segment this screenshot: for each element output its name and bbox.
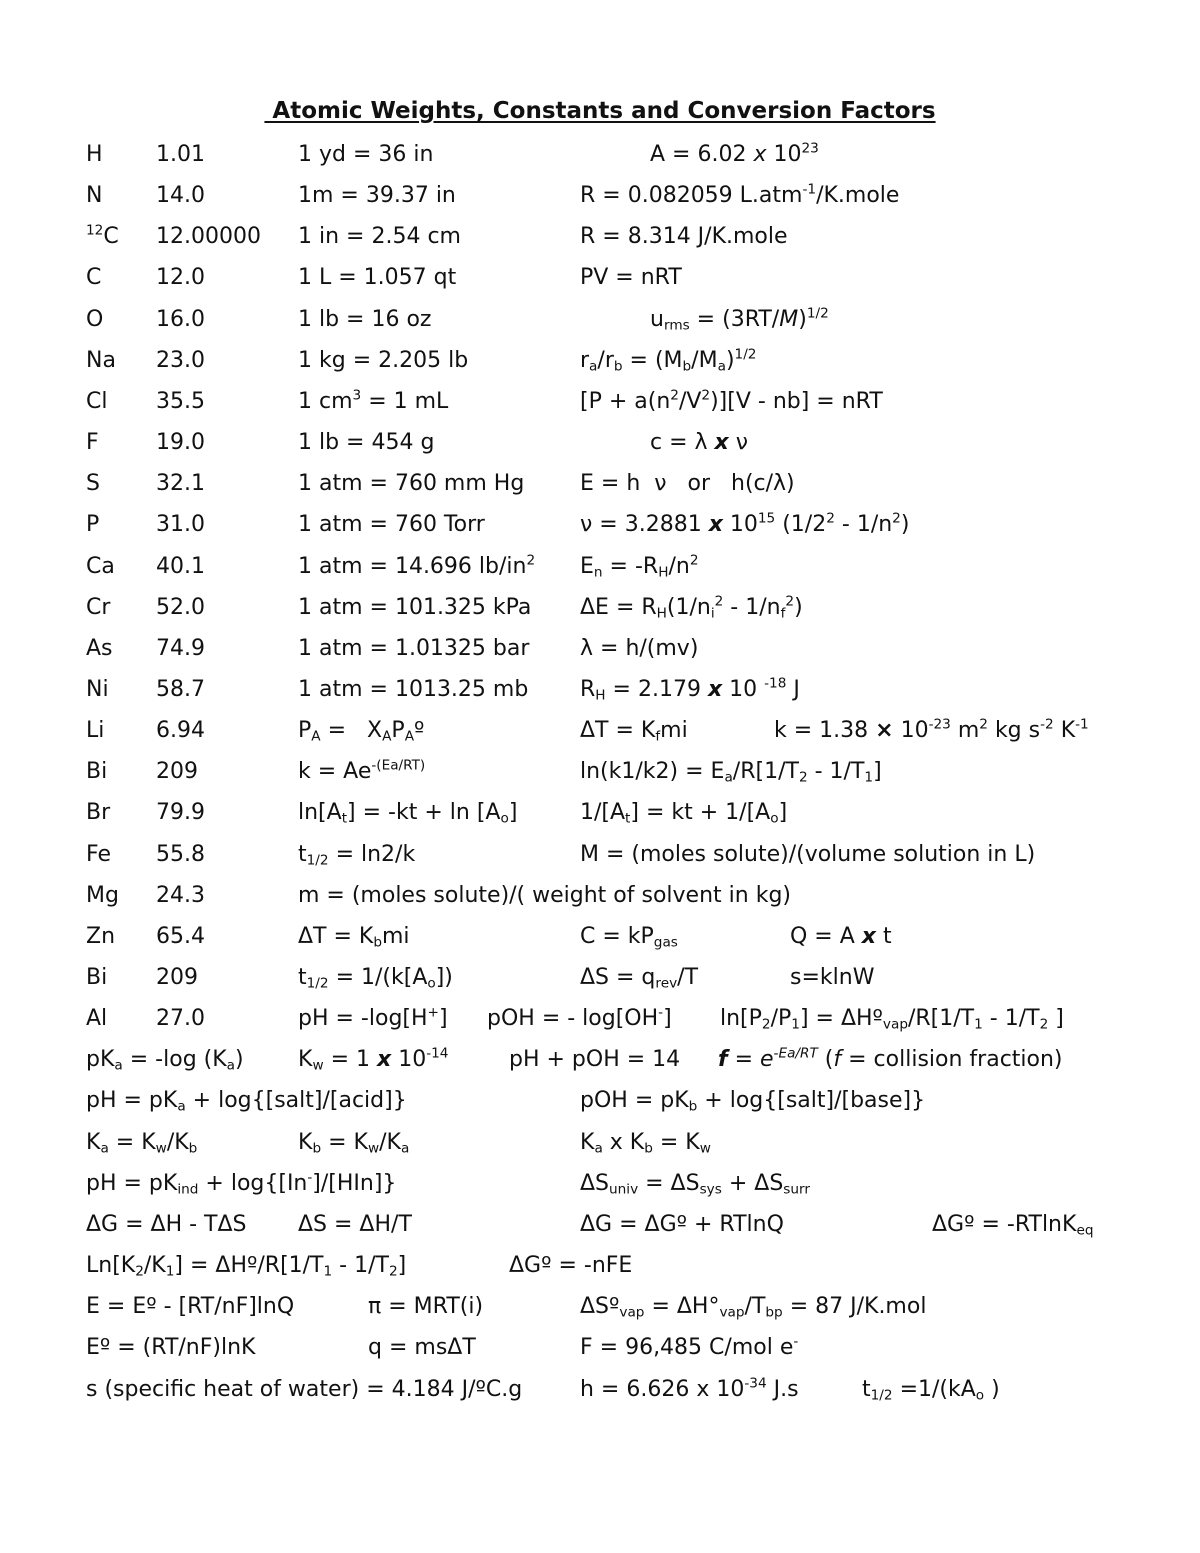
element-symbol: F (86, 430, 99, 456)
element-symbol: Bi (86, 965, 108, 990)
equation: $1/[A_t]$ = kt + $1/[A_o]$ (580, 800, 788, 827)
element-symbol: Zn (86, 923, 116, 949)
conversion-factor: $t_{1/2} = \ln 2/k$ (298, 841, 416, 868)
atomic-weight: 6.94 (156, 718, 205, 744)
sheet-line (0, 1327, 1200, 1368)
sheet-line (0, 1245, 1200, 1286)
atomic-weight: 40.1 (156, 553, 205, 579)
formula: ΔG = ΔH - TΔS (86, 1211, 247, 1237)
formula: E = Eº - [RT/nF]lnQ (86, 1294, 295, 1320)
formula: h = 6.626 x $10^{-34}$ J.s (580, 1375, 799, 1402)
element-symbol: O (86, 306, 104, 332)
sheet-line (0, 1204, 1200, 1245)
formula: ΔG = ΔGº + RTlnQ (580, 1211, 784, 1237)
conversion-factor: $t_{1/2} = 1/(k[A_o])$ (298, 965, 453, 992)
equation: R = 0.082059 L.atm$^{-1}$/K.mole (580, 181, 900, 209)
equation: $\ln(k1/k2) = E_a/R[1/T_2 - 1/T_1]$ (580, 759, 882, 786)
conversion-factor: $P_A$ = $X_AP_Aº$ (298, 718, 425, 745)
formula: $K_a = K_w/K_b$ (86, 1129, 198, 1156)
conversion-factor: 1 lb = 16 oz (298, 306, 432, 332)
element-symbol: Bi (86, 759, 108, 785)
page-title: Atomic Weights, Constants and Conversion Factors (264, 98, 936, 124)
atomic-weight: 23.0 (156, 347, 205, 373)
equation: c = λ x ν (650, 430, 749, 456)
sheet-line (0, 299, 1200, 340)
equation: $\Delta E = R_H(1/n_i^2 - 1/n_f^2)$ (580, 593, 803, 622)
sheet-line (0, 998, 1200, 1039)
element-symbol: Na (86, 347, 116, 373)
conversion-factor: 1 yd = 36 in (298, 142, 434, 167)
equation: $[P + a(n^2/V^2)][V - nb]$ = nRT (580, 387, 883, 414)
sheet-line (0, 1122, 1200, 1163)
sheet-line (0, 792, 1200, 833)
conversion-factor: 1 atm = 1013.25 mb (298, 676, 529, 702)
atomic-weight: 24.3 (156, 882, 205, 908)
formula: $K_b = K_w/K_a$ (298, 1129, 410, 1156)
element-symbol: Cl (86, 388, 108, 414)
equation: $r_a/r_b = (M_b/M_a)^{1/2}$ (580, 346, 757, 375)
atomic-weight: 16.0 (156, 306, 205, 332)
formula: $Ln[K_2/K_1]$ = ΔHº/$R[1/T_1 - 1/T_2]$ (86, 1253, 407, 1280)
sheet-line (0, 134, 1200, 175)
equation: λ = h/(mv) (580, 635, 699, 661)
sheet-line (0, 1369, 1200, 1410)
atomic-weight: 12.0 (156, 265, 205, 291)
conversion-factor: $\ln[A_t] = -kt + \ln [A_o]$ (298, 800, 518, 827)
formula: pH = $pK_a$ + log{[salt]/[acid]} (86, 1088, 407, 1115)
sheet-line (0, 1080, 1200, 1121)
formula: pOH = $pK_b$ + log{[salt]/[base]} (580, 1088, 926, 1115)
conversion-factor: 1 kg = 2.205 lb (298, 347, 469, 373)
element-symbol: $^{12}$C (86, 222, 119, 250)
equation: A = 6.02 x $10^{23}$ (650, 140, 819, 167)
sheet-line (0, 175, 1200, 216)
sheet-line (0, 504, 1200, 545)
atomic-weight: 35.5 (156, 388, 205, 414)
conversion-factor: m = (moles solute)/( weight of solvent in kg) (298, 882, 791, 908)
sheet-line (0, 916, 1200, 957)
sheet-line (0, 1163, 1200, 1204)
conversion-factor: 1 atm = 760 mm Hg (298, 471, 525, 497)
conversion-factor: $k = Ae^{-(Ea/RT)}$ (298, 757, 426, 785)
sheet-line (0, 1039, 1200, 1080)
equation: $R_H = 2.179$ x 10 $^{-18}$ J (580, 675, 800, 704)
sheet-line (0, 957, 1200, 998)
sheet-line (0, 587, 1200, 628)
conversion-factor: 1 atm = 101.325 kPa (298, 594, 532, 620)
sheet-line (0, 710, 1200, 751)
sheet-line (0, 340, 1200, 381)
conversion-factor: $\Delta T = K_bmi$ (298, 923, 410, 951)
atomic-weight: 19.0 (156, 430, 205, 456)
element-symbol: Li (86, 718, 105, 744)
sheet-line (0, 628, 1200, 669)
equation: $\Delta T = K_fmi$ (580, 718, 688, 745)
formula: F = 96,485 C/mol e- (580, 1333, 799, 1361)
formula: $K_w = 1$ x $10^{-14}$ (298, 1045, 449, 1074)
equation: ν = 3.2881 x $10^{15}$ $(1/2^2 - 1/n^2)$ (580, 510, 910, 538)
element-symbol: C (86, 265, 102, 291)
element-symbol: Fe (86, 841, 111, 867)
atomic-weight: 209 (156, 759, 198, 785)
conversion-factor: 1 atm = 1.01325 bar (298, 635, 530, 661)
atomic-weight: 79.9 (156, 800, 205, 826)
atomic-weight: 31.0 (156, 512, 205, 538)
formula: $pK_a = -\log$ $(K_a)$ (86, 1047, 244, 1074)
sheet-line (0, 546, 1200, 587)
formula: ΔGº = -RTlnK$_{eq}$ (932, 1211, 1094, 1239)
sheet-line (0, 669, 1200, 710)
conversion-factor: 1 atm = 14.696 $lb/in^2$ (298, 552, 536, 579)
element-symbol: Cr (86, 594, 111, 620)
atomic-weight: 74.9 (156, 635, 205, 661)
sheet-line (0, 875, 1200, 916)
boltzmann-constant: $k = 1.38 \times 10^{-23}$ $m^2$ kg $s^{-2}$ $K^{-1}$ (774, 716, 1089, 744)
atomic-weight: 65.4 (156, 923, 205, 949)
conversion-factor: 1 $cm^3 = 1$ mL (298, 387, 449, 414)
element-symbol: As (86, 635, 113, 661)
charge-equation: Q = A x t (790, 923, 892, 949)
equation: PV = nRT (580, 265, 682, 291)
formula: ΔGº = -nFE (509, 1253, 633, 1279)
formula: Eº = (RT/nF)lnK (86, 1335, 256, 1361)
atomic-weight: 52.0 (156, 594, 205, 620)
equation: M = (moles solute)/(volume solution in L) (580, 841, 1036, 867)
atomic-weight: 27.0 (156, 1006, 205, 1032)
sheet-line (0, 381, 1200, 422)
equation: E = h ν or h(c/λ) (580, 471, 795, 497)
formula: $f = e^{-Ea/RT}$ (f = collision fraction) (718, 1045, 1063, 1073)
equation: $\Delta S = q_{rev}/T$ (580, 965, 699, 992)
formula: pH + pOH = 14 (509, 1047, 681, 1073)
formula: π = MRT(i) (368, 1294, 484, 1320)
formula: $t_{1/2} =1/(kA_o$ ) (862, 1376, 1000, 1403)
atomic-weight: 209 (156, 965, 198, 990)
atomic-weight: 14.0 (156, 183, 205, 209)
formula: s (specific heat of water) = 4.184 J/ºC.g (86, 1376, 523, 1402)
conversion-factor: pH = -log[H+] (298, 1004, 448, 1032)
atomic-weight: 12.00000 (156, 224, 261, 250)
element-symbol: Al (86, 1006, 108, 1032)
formula: pH = $pK_{ind} + \log\{[In^-]/[HIn]\}$ (86, 1169, 397, 1198)
element-symbol: Ni (86, 676, 109, 702)
formula: ΔS = ΔH/T (298, 1211, 412, 1237)
atomic-weight: 1.01 (156, 142, 205, 167)
atomic-weight: 32.1 (156, 471, 205, 497)
equation: R = 8.314 J/K.mole (580, 224, 788, 250)
element-symbol: Br (86, 800, 111, 826)
formula: q = msΔT (368, 1335, 476, 1361)
formula: ΔSº$_{vap}$ = $\Delta H^\circ_{vap}/T_{bp} = 87$ J/K.mol (580, 1294, 927, 1321)
poh-definition: pOH = - log[OH-] (487, 1004, 672, 1032)
element-symbol: N (86, 183, 103, 209)
element-symbol: Ca (86, 553, 115, 579)
sheet-line (0, 1286, 1200, 1327)
element-symbol: H (86, 142, 103, 167)
sheet-line (0, 422, 1200, 463)
atomic-weight: 55.8 (156, 841, 205, 867)
sheet-line (0, 751, 1200, 792)
element-symbol: P (86, 512, 100, 538)
sheet-line (0, 834, 1200, 875)
element-symbol: Mg (86, 882, 119, 908)
formula: $\Delta S_{univ} = \Delta S_{sys} + \Delta S_{surr}$ (580, 1170, 810, 1198)
conversion-factor: 1 lb = 454 g (298, 430, 435, 456)
conversion-factor: 1m = 39.37 in (298, 183, 456, 209)
atomic-weight: 58.7 (156, 676, 205, 702)
equation: $E_n = -R_H/n^2$ (580, 552, 699, 580)
clausius-clapeyron: $\ln[P_2/P_1]$ = $\Delta Hº_{vap}/R[1/T_1 - 1/T_2$ ] (720, 1006, 1064, 1033)
equation: $C = kP_{gas}$ (580, 923, 678, 951)
conversion-factor: 1 in = 2.54 cm (298, 224, 461, 250)
equation: $u_{rms} = (3RT/M)^{1/2}$ (650, 305, 829, 333)
formula: $K_a$ x $K_b = K_w$ (580, 1129, 711, 1156)
sheet-line (0, 216, 1200, 257)
sheet-line (0, 257, 1200, 298)
sheet-line (0, 463, 1200, 504)
conversion-factor: 1 atm = 760 Torr (298, 512, 485, 538)
conversion-factor: 1 L = 1.057 qt (298, 265, 457, 291)
element-symbol: S (86, 471, 100, 497)
entropy-equation: s=klnW (790, 965, 875, 990)
